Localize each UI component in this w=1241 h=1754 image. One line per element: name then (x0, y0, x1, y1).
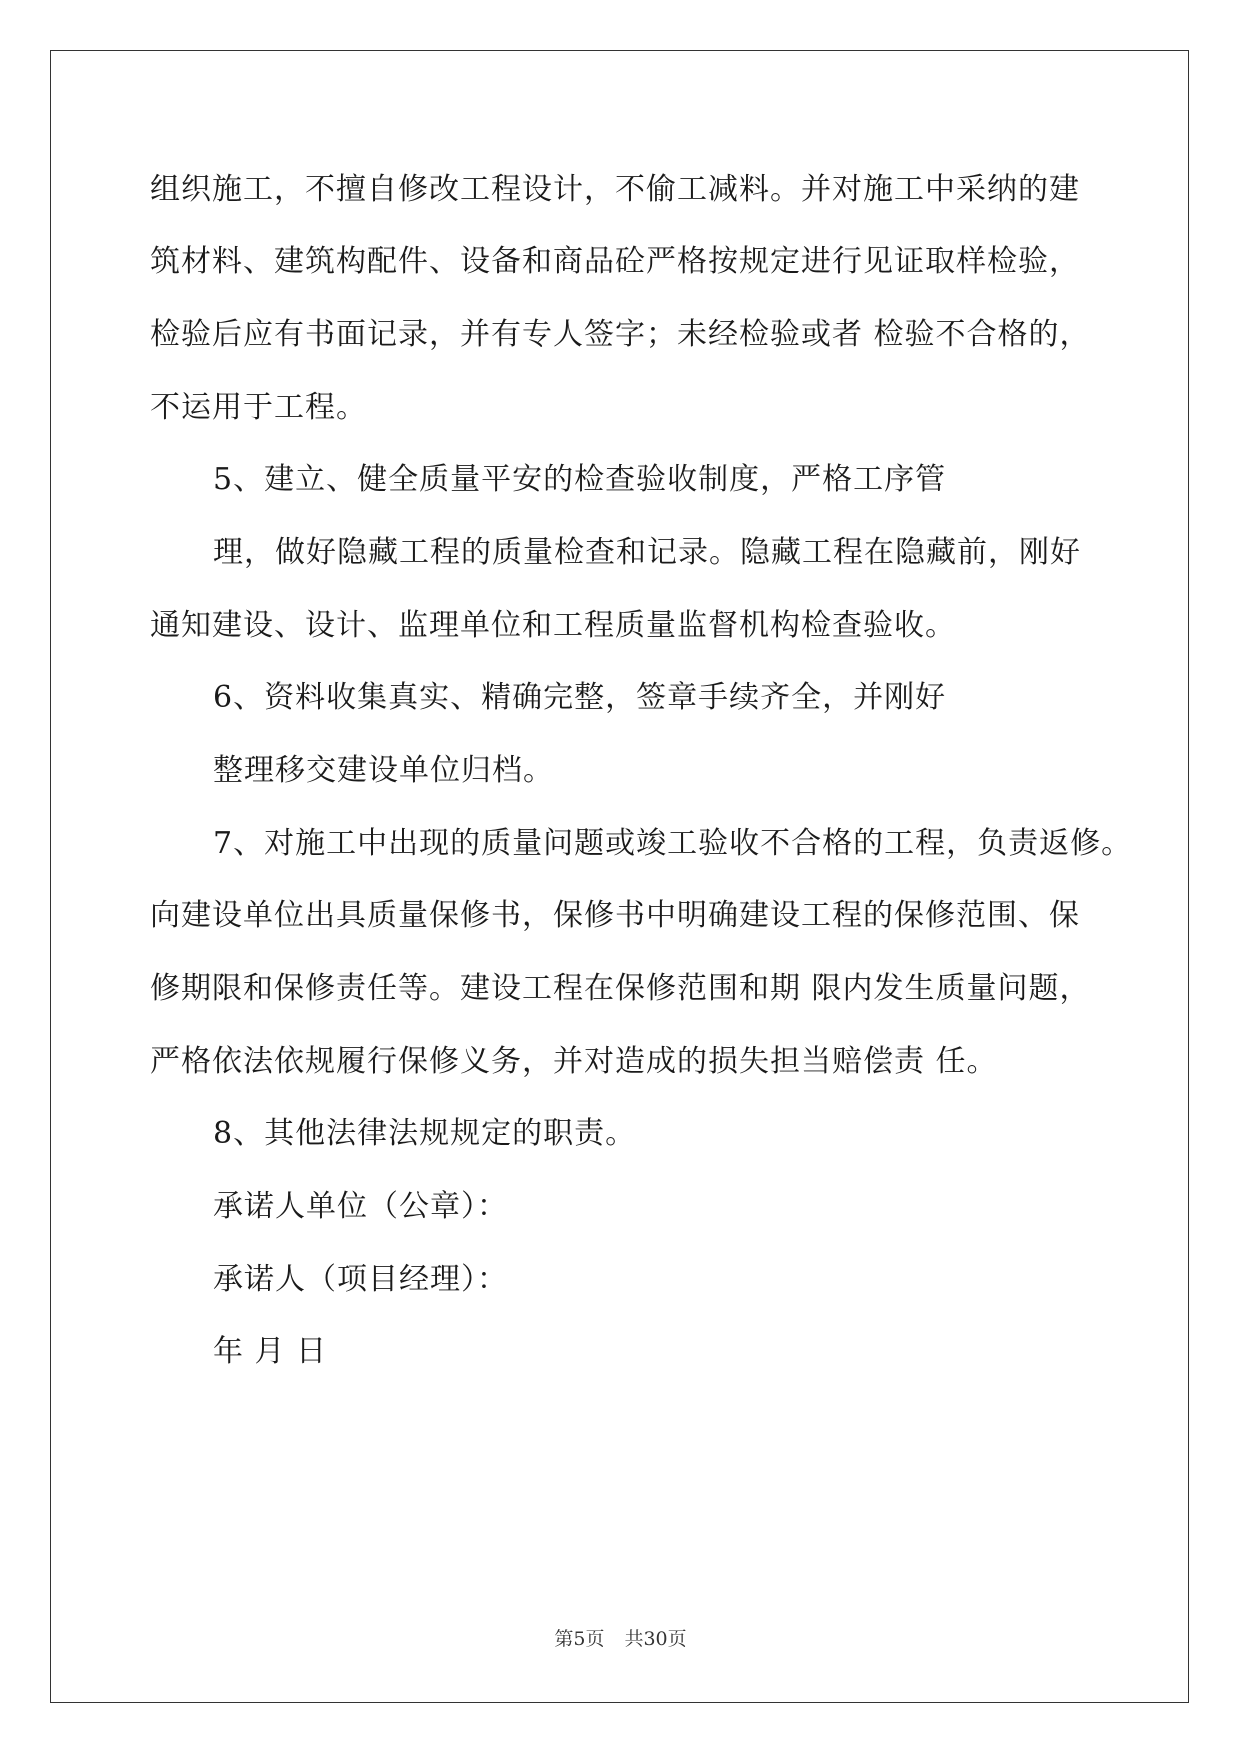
body-text-line: 理，做好隐藏工程的质量检查和记录。隐藏工程在隐藏前，刚好 (213, 535, 1081, 570)
body-text-line: 通知建设、设计、监理单位和工程质量监督机构检查验收。 (150, 608, 956, 643)
item-7-heading: 7、对施工中出现的质量问题或竣工验收不合格的工程，负责返修。 (213, 826, 1133, 861)
body-text-line: 不运用于工程。 (150, 390, 367, 425)
body-text-line: 检验后应有书面记录，并有专人签字；未经检验或者 检验不合格的， (150, 317, 1091, 352)
item-8-heading: 8、其他法律法规规定的职责。 (213, 1116, 637, 1151)
body-text-line: 整理移交建设单位归档。 (213, 753, 554, 788)
item-6-heading: 6、资料收集真实、精确完整，签章手续齐全，并刚好 (213, 680, 947, 715)
body-text-line: 筑材料、建筑构配件、设备和商品砼严格按规定进行见证取样检验， (150, 244, 1080, 279)
body-text-line: 修期限和保修责任等。建设工程在保修范围和期 限内发生质量问题， (150, 971, 1091, 1006)
body-text-line: 组织施工，不擅自修改工程设计，不偷工减料。并对施工中采纳的建 (150, 172, 1080, 207)
body-text-line: 严格依法依规履行保修义务，并对造成的损失担当赔偿责 任。 (150, 1044, 998, 1079)
item-5-heading: 5、建立、健全质量平安的检查验收制度，严格工序管 (213, 462, 947, 497)
body-text-line: 向建设单位出具质量保修书，保修书中明确建设工程的保修范围、保 (150, 898, 1080, 933)
signatory-manager-label: 承诺人（项目经理）： (213, 1262, 508, 1297)
date-label: 年 月 日 (213, 1334, 328, 1369)
page-total: 共30页 (624, 1628, 687, 1650)
signatory-unit-label: 承诺人单位（公章）： (213, 1189, 508, 1224)
page-number: 第5页 (554, 1628, 605, 1650)
page-footer (0, 1627, 1241, 1651)
page-border (50, 50, 1189, 1703)
